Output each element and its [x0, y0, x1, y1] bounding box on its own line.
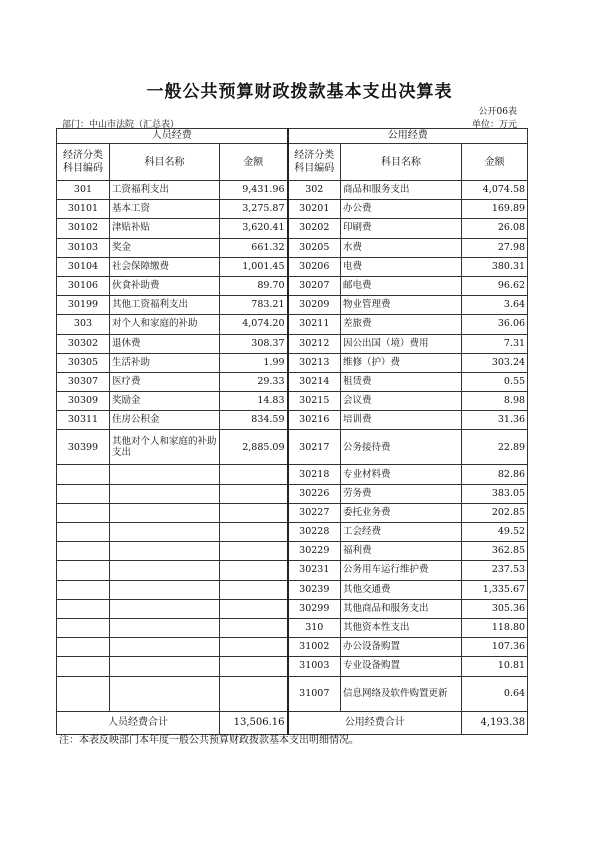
left-amount-cell [220, 657, 288, 676]
table-row [57, 580, 528, 599]
right-name-cell: 邮电费 [341, 276, 462, 295]
left-amount-cell: 3,275.87 [220, 200, 288, 219]
right-amount-cell: 36.06 [462, 315, 528, 334]
page-title: 一般公共预算财政拨款基本支出决算表 [146, 82, 453, 102]
left-name-cell: 基本工资 [110, 200, 220, 219]
table-row [57, 315, 528, 334]
left-amount-cell [220, 618, 288, 637]
right-amount-cell: 26.08 [462, 219, 528, 238]
left-amount-cell: 1.99 [220, 353, 288, 372]
left-name-cell [110, 580, 220, 599]
left-amount-cell: 3,620.41 [220, 219, 288, 238]
right-amount-cell: 1,335.67 [462, 580, 528, 599]
left-name-cell: 对个人和家庭的补助 [110, 315, 220, 334]
right-name-cell: 培训费 [341, 411, 462, 430]
right-amount-cell: 380.31 [462, 257, 528, 276]
table-column-header-row [57, 144, 528, 181]
right-code-cell: 30231 [288, 561, 341, 580]
unit-label: 单位：万元 [471, 120, 517, 130]
left-code-cell [57, 484, 110, 503]
right-amount-cell: 27.98 [462, 238, 528, 257]
left-amount-cell [220, 542, 288, 561]
left-amount-cell [220, 465, 288, 484]
right-code-cell: 30239 [288, 580, 341, 599]
table-row [57, 276, 528, 295]
right-code-cell: 30217 [288, 430, 341, 465]
left-code-cell: 30305 [57, 353, 110, 372]
left-code-cell [57, 638, 110, 657]
left-name-cell: 奖励金 [110, 392, 220, 411]
right-code-cell: 30207 [288, 276, 341, 295]
right-code-cell: 30213 [288, 353, 341, 372]
left-amount-cell: 4,074.20 [220, 315, 288, 334]
left-amount-cell: 308.37 [220, 334, 288, 353]
right-code-cell: 30211 [288, 315, 341, 334]
public-total-amount: 4,193.38 [462, 711, 528, 734]
right-name-cell: 差旅费 [341, 315, 462, 334]
left-name-cell [110, 542, 220, 561]
right-amount-cell: 82.86 [462, 465, 528, 484]
right-amount-cell: 3.64 [462, 296, 528, 315]
table-row [57, 465, 528, 484]
public-total-label: 公用经费合计 [288, 711, 462, 734]
table-row [57, 638, 528, 657]
department-label: 部门：中山市法院（汇总表） [62, 120, 180, 130]
left-amount-cell: 1,001.45 [220, 257, 288, 276]
right-name-cell: 其他交通费 [341, 580, 462, 599]
right-amount-cell: 118.80 [462, 618, 528, 637]
personnel-header: 人员经费 [57, 129, 288, 144]
right-amount-cell: 49.52 [462, 523, 528, 542]
personnel-total-label: 人员经费合计 [57, 711, 220, 734]
right-name-cell: 办公费 [341, 200, 462, 219]
right-code-cell: 30215 [288, 392, 341, 411]
table-row [57, 657, 528, 676]
left-code-cell: 30309 [57, 392, 110, 411]
table-row [57, 181, 528, 200]
right-name-cell: 其他商品和服务支出 [341, 599, 462, 618]
left-code-cell: 30106 [57, 276, 110, 295]
right-name-cell: 公务接待费 [341, 430, 462, 465]
right-code-cell: 302 [288, 181, 341, 200]
left-amount-cell [220, 484, 288, 503]
right-name-cell: 专业材料费 [341, 465, 462, 484]
table-row [57, 676, 528, 711]
table-row [57, 334, 528, 353]
table-row [57, 219, 528, 238]
right-code-cell: 30228 [288, 523, 341, 542]
right-amount-cell: 8.98 [462, 392, 528, 411]
right-code-cell: 310 [288, 618, 341, 637]
left-name-cell [110, 657, 220, 676]
left-amount-cell: 14.83 [220, 392, 288, 411]
right-name-cell: 电费 [341, 257, 462, 276]
public-header: 公用经费 [288, 129, 528, 144]
right-amount-header: 金额 [462, 144, 528, 181]
table-row [57, 296, 528, 315]
right-code-cell: 30227 [288, 503, 341, 522]
left-amount-cell: 834.59 [220, 411, 288, 430]
right-amount-cell: 0.64 [462, 676, 528, 711]
left-code-cell [57, 561, 110, 580]
left-code-cell [57, 580, 110, 599]
table-row [57, 503, 528, 522]
right-code-cell: 30202 [288, 219, 341, 238]
right-code-cell: 30209 [288, 296, 341, 315]
right-name-cell: 租赁费 [341, 372, 462, 391]
left-name-cell [110, 484, 220, 503]
left-code-cell [57, 618, 110, 637]
left-code-cell [57, 676, 110, 711]
left-amount-cell [220, 580, 288, 599]
left-name-cell [110, 561, 220, 580]
left-code-cell: 30302 [57, 334, 110, 353]
left-name-cell: 社会保障缴费 [110, 257, 220, 276]
right-name-cell: 其他资本性支出 [341, 618, 462, 637]
left-name-cell [110, 523, 220, 542]
right-code-cell: 30201 [288, 200, 341, 219]
left-name-cell [110, 503, 220, 522]
left-code-cell: 30102 [57, 219, 110, 238]
table-row [57, 372, 528, 391]
right-code-cell: 30226 [288, 484, 341, 503]
right-name-cell: 印刷费 [341, 219, 462, 238]
right-amount-cell: 237.53 [462, 561, 528, 580]
right-name-cell: 信息网络及软件购置更新 [341, 676, 462, 711]
left-name-cell: 其他对个人和家庭的补助支出 [110, 430, 220, 465]
left-name-cell: 生活补助 [110, 353, 220, 372]
left-amount-cell [220, 561, 288, 580]
left-amount-cell: 2,885.09 [220, 430, 288, 465]
right-code-cell: 30229 [288, 542, 341, 561]
left-amount-cell: 783.21 [220, 296, 288, 315]
right-code-cell: 30214 [288, 372, 341, 391]
right-code-cell: 30216 [288, 411, 341, 430]
right-name-cell: 因公出国（境）费用 [341, 334, 462, 353]
right-amount-cell: 169.89 [462, 200, 528, 219]
right-amount-cell: 202.85 [462, 503, 528, 522]
left-amount-cell: 89.70 [220, 276, 288, 295]
table-row [57, 392, 528, 411]
right-amount-cell: 96.62 [462, 276, 528, 295]
left-code-header: 经济分类科目编码 [57, 144, 110, 181]
left-name-cell [110, 638, 220, 657]
table-row [57, 542, 528, 561]
left-amount-cell: 9,431.96 [220, 181, 288, 200]
left-code-cell: 30104 [57, 257, 110, 276]
left-code-cell [57, 503, 110, 522]
left-code-cell [57, 599, 110, 618]
personnel-total-amount: 13,506.16 [220, 711, 288, 734]
left-code-cell: 30101 [57, 200, 110, 219]
right-amount-cell: 107.36 [462, 638, 528, 657]
table-row [57, 561, 528, 580]
left-amount-cell: 661.32 [220, 238, 288, 257]
left-name-cell: 津贴补贴 [110, 219, 220, 238]
right-code-header: 经济分类科目编码 [288, 144, 341, 181]
form-code: 公开06表 [478, 107, 517, 117]
right-name-cell: 福利费 [341, 542, 462, 561]
right-name-cell: 专业设备购置 [341, 657, 462, 676]
right-amount-cell: 31.36 [462, 411, 528, 430]
left-name-cell [110, 599, 220, 618]
table-row [57, 484, 528, 503]
table-row [57, 238, 528, 257]
right-name-cell: 会议费 [341, 392, 462, 411]
left-code-cell: 30311 [57, 411, 110, 430]
right-code-cell: 30212 [288, 334, 341, 353]
table-row [57, 430, 528, 465]
right-code-cell: 31007 [288, 676, 341, 711]
left-amount-cell [220, 523, 288, 542]
left-amount-cell: 29.33 [220, 372, 288, 391]
right-code-cell: 30299 [288, 599, 341, 618]
right-amount-cell: 362.85 [462, 542, 528, 561]
right-amount-cell: 303.24 [462, 353, 528, 372]
left-amount-cell [220, 676, 288, 711]
left-code-cell [57, 523, 110, 542]
left-name-cell [110, 676, 220, 711]
left-name-cell [110, 618, 220, 637]
left-code-cell [57, 465, 110, 484]
right-name-cell: 水费 [341, 238, 462, 257]
table-row [57, 353, 528, 372]
right-amount-cell: 305.36 [462, 599, 528, 618]
right-amount-cell: 22.89 [462, 430, 528, 465]
right-code-cell: 30218 [288, 465, 341, 484]
right-name-cell: 物业管理费 [341, 296, 462, 315]
left-name-cell: 工资福利支出 [110, 181, 220, 200]
left-name-cell: 伙食补助费 [110, 276, 220, 295]
right-name-header: 科目名称 [341, 144, 462, 181]
left-name-cell [110, 465, 220, 484]
left-amount-header: 金额 [220, 144, 288, 181]
footnote: 注：本表反映部门本年度一般公共预算财政拨款基本支出明细情况。 [59, 735, 359, 746]
expenditure-table [56, 128, 528, 735]
left-code-cell: 30103 [57, 238, 110, 257]
right-name-cell: 维修（护）费 [341, 353, 462, 372]
table-row [57, 411, 528, 430]
right-amount-cell: 10.81 [462, 657, 528, 676]
left-name-cell: 医疗费 [110, 372, 220, 391]
left-amount-cell [220, 503, 288, 522]
left-code-cell: 301 [57, 181, 110, 200]
left-code-cell: 30307 [57, 372, 110, 391]
left-code-cell [57, 657, 110, 676]
right-name-cell: 商品和服务支出 [341, 181, 462, 200]
right-code-cell: 30205 [288, 238, 341, 257]
right-name-cell: 公务用车运行维护费 [341, 561, 462, 580]
right-name-cell: 劳务费 [341, 484, 462, 503]
left-name-cell: 退休费 [110, 334, 220, 353]
left-code-cell [57, 542, 110, 561]
right-amount-cell: 4,074.58 [462, 181, 528, 200]
right-code-cell: 31003 [288, 657, 341, 676]
right-amount-cell: 383.05 [462, 484, 528, 503]
left-code-cell: 30199 [57, 296, 110, 315]
left-amount-cell [220, 599, 288, 618]
left-name-cell: 其他工资福利支出 [110, 296, 220, 315]
table-header-group-row [57, 129, 528, 144]
left-code-cell: 30399 [57, 430, 110, 465]
left-amount-cell [220, 638, 288, 657]
left-name-cell: 住房公积金 [110, 411, 220, 430]
right-amount-cell: 7.31 [462, 334, 528, 353]
table-row [57, 200, 528, 219]
table-row [57, 257, 528, 276]
right-amount-cell: 0.55 [462, 372, 528, 391]
table-row [57, 523, 528, 542]
table-row [57, 618, 528, 637]
right-name-cell: 委托业务费 [341, 503, 462, 522]
left-code-cell: 303 [57, 315, 110, 334]
right-name-cell: 工会经费 [341, 523, 462, 542]
left-name-header: 科目名称 [110, 144, 220, 181]
right-code-cell: 31002 [288, 638, 341, 657]
left-name-cell: 奖金 [110, 238, 220, 257]
table-row [57, 599, 528, 618]
right-name-cell: 办公设备购置 [341, 638, 462, 657]
right-code-cell: 30206 [288, 257, 341, 276]
